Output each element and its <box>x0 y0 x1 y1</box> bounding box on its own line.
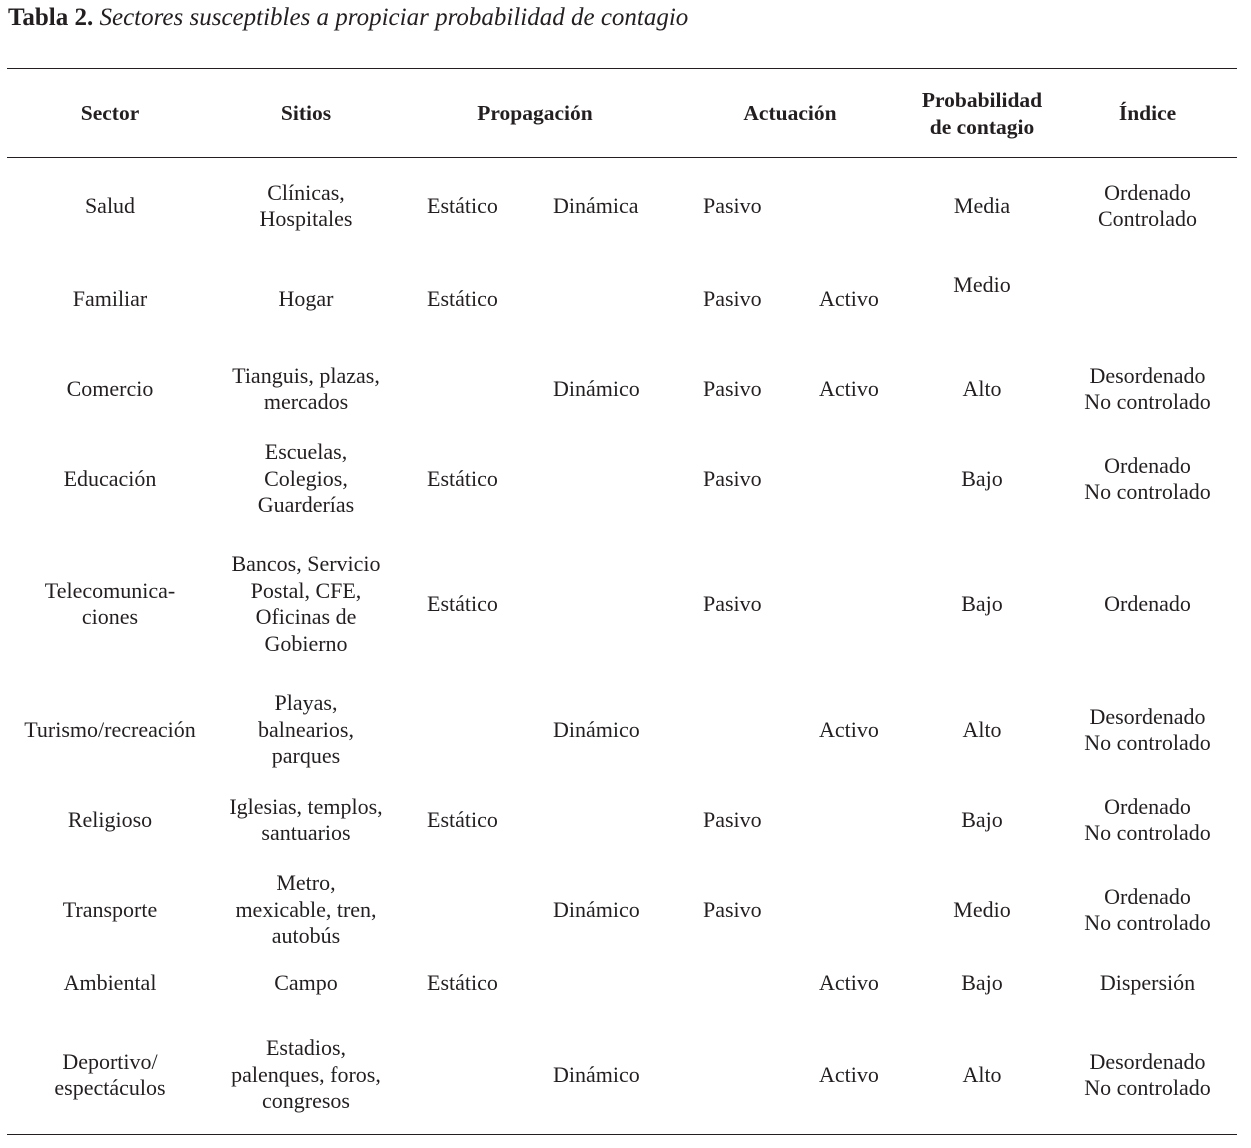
cell-sitios-line: Postal, CFE, <box>250 577 362 603</box>
cell-pasivo <box>703 362 803 416</box>
cell-sector <box>10 180 210 232</box>
cell-sitios-line: Hospitales <box>259 206 353 231</box>
cell-probabilidad-line: Bajo <box>961 465 1003 491</box>
cell-sitios <box>206 870 406 950</box>
table-caption-title: Sectores susceptibles a propiciar probabilidad de contagio <box>99 4 689 31</box>
cell-estatico-line: Estático <box>427 806 498 832</box>
cell-sector <box>10 793 210 847</box>
cell-probabilidad <box>892 870 1072 950</box>
cell-indice-line: Controlado <box>1098 206 1197 231</box>
table-caption <box>8 0 688 36</box>
cell-pasivo-line: Pasivo <box>703 806 762 832</box>
cell-sector-line: Familiar <box>72 285 148 311</box>
cell-estatico-line: Estático <box>427 285 498 311</box>
cell-sitios-line: Oficinas de <box>255 604 357 629</box>
cell-activo-line: Activo <box>819 285 879 311</box>
cell-dinamico <box>553 870 663 950</box>
cell-probabilidad <box>892 968 1072 998</box>
cell-dinamico-line: Dinámico <box>553 716 640 742</box>
cell-sitios-line: palenques, foros, <box>231 1061 381 1087</box>
table-caption-label: Tabla 2. <box>8 4 94 31</box>
cell-sector-line: Telecomunica- <box>44 577 176 603</box>
cell-sitios <box>206 438 406 520</box>
cell-estatico-line: Estático <box>427 590 498 616</box>
cell-pasivo <box>703 793 803 847</box>
cell-pasivo-line: Pasivo <box>703 590 762 616</box>
cell-estatico <box>427 550 537 658</box>
cell-probabilidad-line: Bajo <box>961 590 1003 616</box>
header-propagacion: Propagación <box>477 101 593 125</box>
cell-pasivo <box>703 870 803 950</box>
cell-estatico <box>427 272 537 326</box>
cell-sector-line: Deportivo/ <box>62 1048 158 1074</box>
cell-sitios-line: Iglesias, templos, <box>229 793 383 819</box>
cell-sitios <box>206 968 406 998</box>
cell-probabilidad <box>892 550 1072 658</box>
cell-sitios-line: Metro, <box>276 870 336 896</box>
cell-indice-line: Ordenado <box>1104 452 1191 478</box>
cell-activo-line: Activo <box>819 375 879 401</box>
cell-sitios-line: mexicable, tren, <box>235 896 377 922</box>
cell-pasivo-line: Pasivo <box>703 375 762 401</box>
cell-pasivo <box>703 550 803 658</box>
cell-indice <box>1060 968 1235 998</box>
cell-indice-line: Ordenado <box>1104 793 1191 819</box>
cell-estatico <box>427 180 537 232</box>
cell-activo-line: Activo <box>819 716 879 742</box>
cell-sector-line: Educación <box>63 465 157 491</box>
cell-dinamico <box>553 690 663 770</box>
cell-pasivo <box>703 272 803 326</box>
cell-pasivo-line: Pasivo <box>703 285 762 311</box>
cell-dinamico-line: Dinámico <box>553 1061 640 1087</box>
cell-sector <box>10 362 210 416</box>
top-rule <box>7 68 1237 69</box>
cell-probabilidad-line: Alto <box>962 716 1002 742</box>
cell-sector <box>10 272 210 326</box>
cell-probabilidad-line: Medio <box>953 896 1011 922</box>
header-sector: Sector <box>80 101 140 125</box>
cell-indice-line: Ordenado <box>1104 179 1191 205</box>
cell-sector-line: Salud <box>84 192 136 218</box>
cell-pasivo <box>703 438 803 520</box>
cell-probabilidad <box>892 180 1072 232</box>
cell-indice-line: Ordenado <box>1104 590 1191 616</box>
cell-sitios-line: parques <box>271 743 341 769</box>
cell-probabilidad-line: Alto <box>962 1061 1002 1087</box>
cell-sitios-line: Estadios, <box>265 1035 347 1061</box>
cell-probabilidad-line: Medio <box>953 272 1011 297</box>
cell-sitios-line: congresos <box>262 1088 350 1114</box>
cell-sitios-line: Bancos, Servicio <box>231 551 381 576</box>
cell-sector <box>10 690 210 770</box>
header-probabilidad: Probabilidad de contagio <box>921 87 1043 139</box>
cell-indice <box>1060 870 1235 950</box>
cell-sitios-line: balnearios, <box>258 716 354 742</box>
cell-estatico-line: Estático <box>427 192 498 218</box>
cell-probabilidad <box>892 793 1072 847</box>
cell-sitios-line: Playas, <box>274 690 338 716</box>
cell-indice-line: No controlado <box>1084 820 1211 845</box>
cell-indice <box>1060 438 1235 520</box>
cell-estatico-line: Estático <box>427 969 498 995</box>
cell-dinamico-line: Dinámica <box>553 192 639 218</box>
cell-pasivo <box>703 180 803 232</box>
cell-sitios-line: Guarderías <box>257 492 355 518</box>
cell-dinamico <box>553 180 663 232</box>
cell-sector-line: espectáculos <box>54 1075 166 1100</box>
cell-sector <box>10 1034 210 1116</box>
header-rule <box>7 157 1237 158</box>
cell-sector <box>10 968 210 998</box>
cell-probabilidad <box>892 438 1072 520</box>
cell-sitios <box>206 690 406 770</box>
cell-activo-line: Activo <box>819 1061 879 1087</box>
bottom-rule <box>7 1134 1237 1135</box>
cell-sector-line: ciones <box>81 604 139 629</box>
cell-indice-line: No controlado <box>1084 910 1211 935</box>
cell-indice <box>1060 180 1235 232</box>
cell-indice-line: Dispersión <box>1099 969 1196 995</box>
cell-sitios <box>206 180 406 232</box>
cell-sitios-line: mercados <box>263 389 349 414</box>
cell-probabilidad <box>892 362 1072 416</box>
cell-probabilidad-line: Bajo <box>961 969 1003 995</box>
cell-indice-line: No controlado <box>1084 389 1211 414</box>
cell-indice-line: No controlado <box>1084 730 1211 755</box>
cell-dinamico <box>553 1034 663 1116</box>
cell-indice <box>1060 793 1235 847</box>
cell-sitios-line: Gobierno <box>264 630 348 656</box>
cell-probabilidad <box>892 690 1072 770</box>
header-actuacion: Actuación <box>743 101 837 125</box>
cell-estatico-line: Estático <box>427 465 498 491</box>
cell-dinamico-line: Dinámico <box>553 896 640 922</box>
cell-sitios-line: Clínicas, <box>267 179 345 205</box>
header-indice: Índice <box>1118 101 1177 125</box>
cell-indice <box>1060 690 1235 770</box>
cell-indice-line: No controlado <box>1084 479 1211 504</box>
cell-sitios <box>206 550 406 658</box>
cell-sector-line: Comercio <box>66 375 154 401</box>
cell-probabilidad-line: Bajo <box>961 806 1003 832</box>
cell-indice-line: Ordenado <box>1104 883 1191 909</box>
cell-sector-line: Religioso <box>67 806 153 832</box>
cell-probabilidad <box>892 272 1072 326</box>
cell-indice-line: Desordenado <box>1089 703 1206 729</box>
cell-indice <box>1060 1034 1235 1116</box>
cell-sitios-line: Hogar <box>278 285 334 311</box>
cell-probabilidad-line: Media <box>953 192 1011 218</box>
cell-indice-line: No controlado <box>1084 1075 1211 1100</box>
cell-indice-line: Desordenado <box>1089 1048 1206 1074</box>
cell-sitios-line: Colegios, <box>264 465 348 491</box>
cell-indice <box>1060 362 1235 416</box>
cell-sitios-line: autobús <box>271 923 341 949</box>
cell-sitios-line: santuarios <box>261 820 351 845</box>
cell-sitios-line: Escuelas, <box>264 439 348 465</box>
cell-sitios <box>206 272 406 326</box>
cell-estatico <box>427 793 537 847</box>
cell-probabilidad <box>892 1034 1072 1116</box>
cell-indice <box>1060 550 1235 658</box>
cell-sector <box>10 438 210 520</box>
cell-activo-line: Activo <box>819 969 879 995</box>
cell-pasivo-line: Pasivo <box>703 896 762 922</box>
cell-estatico <box>427 968 537 998</box>
cell-sitios <box>206 1034 406 1116</box>
cell-sector <box>10 550 210 658</box>
cell-estatico <box>427 438 537 520</box>
cell-sitios-line: Campo <box>274 969 338 995</box>
cell-sector <box>10 870 210 950</box>
cell-indice-line: Desordenado <box>1089 362 1206 388</box>
cell-pasivo-line: Pasivo <box>703 192 762 218</box>
cell-probabilidad-line: Alto <box>962 375 1002 401</box>
cell-sitios <box>206 362 406 416</box>
cell-dinamico <box>553 362 663 416</box>
cell-sector-line: Turismo/recreación <box>24 716 196 742</box>
cell-pasivo-line: Pasivo <box>703 465 762 491</box>
cell-sitios <box>206 793 406 847</box>
header-sitios: Sitios <box>280 101 332 125</box>
cell-sector-line: Ambiental <box>63 969 157 995</box>
cell-sector-line: Transporte <box>62 896 158 922</box>
cell-sitios-line: Tianguis, plazas, <box>232 362 380 388</box>
cell-dinamico-line: Dinámico <box>553 375 640 401</box>
